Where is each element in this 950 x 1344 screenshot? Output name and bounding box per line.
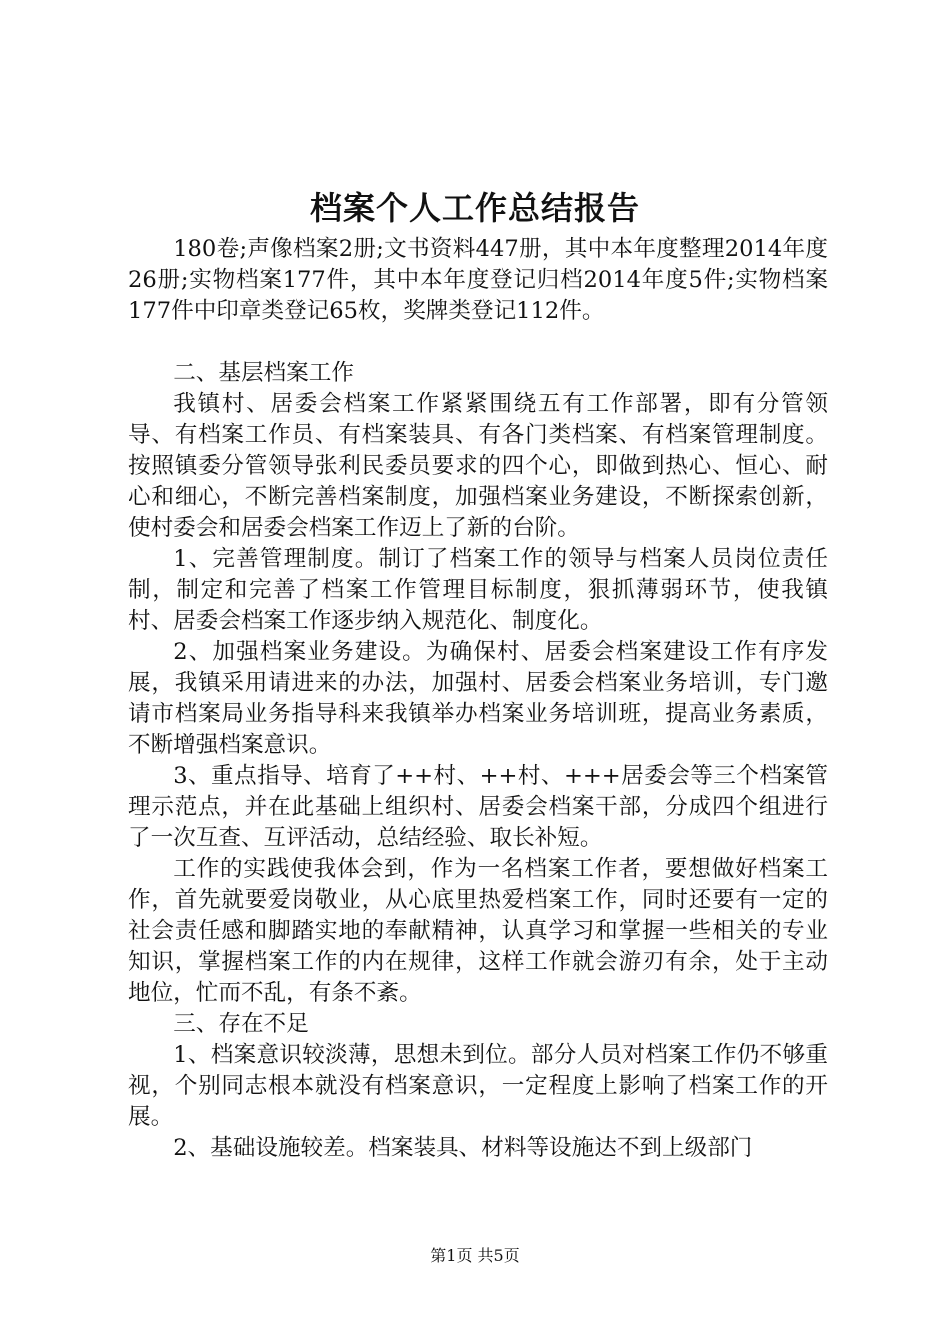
paragraph-item-1: 1、完善管理制度。制订了档案工作的领导与档案人员岗位责任制，制定和完善了档案工作管理目标制度，狠抓薄弱环节，使我镇村、居委会档案工作逐步纳入规范化、制度化。: [128, 546, 828, 634]
section-heading-shortcomings: 三、存在不足: [173, 1011, 309, 1037]
paragraph-experience: 工作的实践使我体会到，作为一名档案工作者，要想做好档案工作，首先就要爱岗敬业，从心底里热爱档案工作，同时还要有一定的社会责任感和脚踏实地的奉献精神，认真学习和掌握一些相关的专业知识，掌握档案工作的内在规律，这样工作就会游刃有余，处于主动地位，忙而不乱，有条不紊。: [128, 856, 828, 1006]
blank-line: [128, 327, 828, 358]
page-number-footer: 第1页 共5页: [430, 1246, 520, 1265]
paragraph-item-2: 2、加强档案业务建设。为确保村、居委会档案建设工作有序发展，我镇采用请进来的办法，加强村、居委会档案业务培训，专门邀请市档案局业务指导科来我镇举办档案业务培训班，提高业务素质，不断增强档案意识。: [128, 639, 828, 758]
document-body: [128, 234, 828, 1164]
paragraph-grassroots-overview: 我镇村、居委会档案工作紧紧围绕五有工作部署，即有分管领导、有档案工作员、有档案装具、有各门类档案、有档案管理制度。按照镇委分管领导张利民委员要求的四个心，即做到热心、恒心、耐心和细心，不断完善档案制度，加强档案业务建设，不断探索创新，使村委会和居委会档案工作迈上了新的台阶。: [128, 391, 828, 541]
section-heading-grassroots: 二、基层档案工作: [173, 360, 354, 386]
paragraph-shortcoming-2: 2、基础设施较差。档案装具、材料等设施达不到上级部门: [173, 1135, 753, 1161]
paragraph-archive-counts: 180卷;声像档案2册;文书资料447册，其中本年度整理2014年度26册;实物档案177件，其中本年度登记归档2014年度5件;实物档案177件中印章类登记65枚，奖牌类登记112件。: [128, 236, 828, 324]
paragraph-item-3: 3、重点指导、培育了++村、++村、+++居委会等三个档案管理示范点，并在此基础上组织村、居委会档案干部，分成四个组进行了一次互查、互评活动，总结经验、取长补短。: [128, 763, 828, 851]
paragraph-shortcoming-1: 1、档案意识较淡薄，思想未到位。部分人员对档案工作仍不够重视，个别同志根本就没有档案意识，一定程度上影响了档案工作的开展。: [128, 1042, 828, 1130]
document-title: 档案个人工作总结报告: [309, 189, 640, 227]
